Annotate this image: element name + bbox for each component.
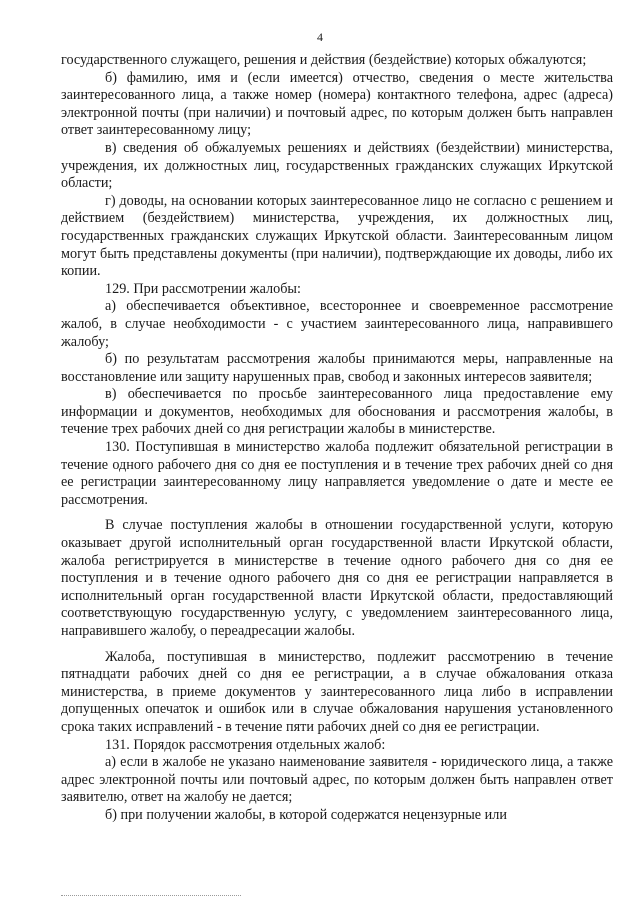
footer-divider	[61, 895, 241, 896]
document-body	[61, 52, 613, 825]
paragraph: г) доводы, на основании которых заинтересованное лицо не согласно с решением и действием (бездействием) министерства, учреждения, их должностных лиц, государственных гражданских служащих Иркутской области. Заинтересованным лицом могут быть представлены документы (при наличии), подтверждающие их доводы, либо их копии.	[61, 192, 613, 280]
page-number: 4	[317, 30, 323, 44]
paragraph: 130. Поступившая в министерство жалоба подлежит обязательной регистрации в течение одного рабочего дня со дня ее поступления и в течение трех рабочих дней со дня ее регистрации заинтересованному лицу направляется уведомление о дате и месте ее рассмотрения.	[61, 439, 613, 508]
paragraph: Жалоба, поступившая в министерство, подлежит рассмотрению в течение пятнадцати рабочих дней со дня ее регистрации, а в случае обжалования отказа министерства, в приеме документов у заинтересованного лица либо в исправлении допущенных опечаток и ошибок или в случае обжалования нарушения установленного срока таких исправлений - в течение пяти рабочих дней со дня ее регистрации.	[61, 648, 613, 735]
paragraph: в) сведения об обжалуемых решениях и действиях (бездействии) министерства, учреждения, их должностных лиц, государственных гражданских служащих Иркутской области;	[61, 139, 613, 192]
paragraph: а) если в жалобе не указано наименование заявителя - юридического лица, а также адрес электронной почты или почтовый адрес, по которым должен быть направлен ответ заявителю, ответ на жалобу не дается;	[61, 754, 613, 806]
paragraph: 129. При рассмотрении жалобы:	[105, 280, 301, 297]
paragraph: б) фамилию, имя и (если имеется) отчество, сведения о месте жительства заинтересованного лица, а также номер (номера) контактного телефона, адрес (адреса) электронной почты (при наличии) и почтовый адрес, по которым должен быть направлен ответ заинтересованному лицу;	[61, 69, 613, 139]
paragraph: б) по результатам рассмотрения жалобы принимаются меры, направленные на восстановление или защиту нарушенных прав, свобод и законных интересов заявителя;	[61, 351, 613, 385]
paragraph: в) обеспечивается по просьбе заинтересованного лица предоставление ему информации и документов, необходимых для обоснования и рассмотрения жалобы, в течение трех рабочих дней со дня регистрации жалобы в министерстве.	[61, 386, 613, 438]
paragraph: В случае поступления жалобы в отношении государственной услуги, которую оказывает другой исполнительный орган государственной власти Иркутской области, жалоба регистрируется в министерстве в течение одного рабочего дня со дня ее поступления и в течение одного рабочего дня со дня ее регистрации направляется в исполнительный орган государственной власти Иркутской области, предоставляющий соответствующую государственную услугу, с уведомлением заинтересованного лица, направившего жалобу, о переадресации жалобы.	[61, 517, 613, 639]
paragraph: б) при получении жалобы, в которой содержатся нецензурные или	[105, 806, 507, 823]
paragraph: а) обеспечивается объективное, всестороннее и своевременное рассмотрение жалоб, в случае необходимости - с участием заинтересованного лица, направившего жалобу;	[61, 298, 613, 350]
paragraph: государственного служащего, решения и действия (бездействие) которых обжалуются;	[61, 52, 587, 68]
paragraph: 131. Порядок рассмотрения отдельных жалоб:	[105, 736, 386, 753]
